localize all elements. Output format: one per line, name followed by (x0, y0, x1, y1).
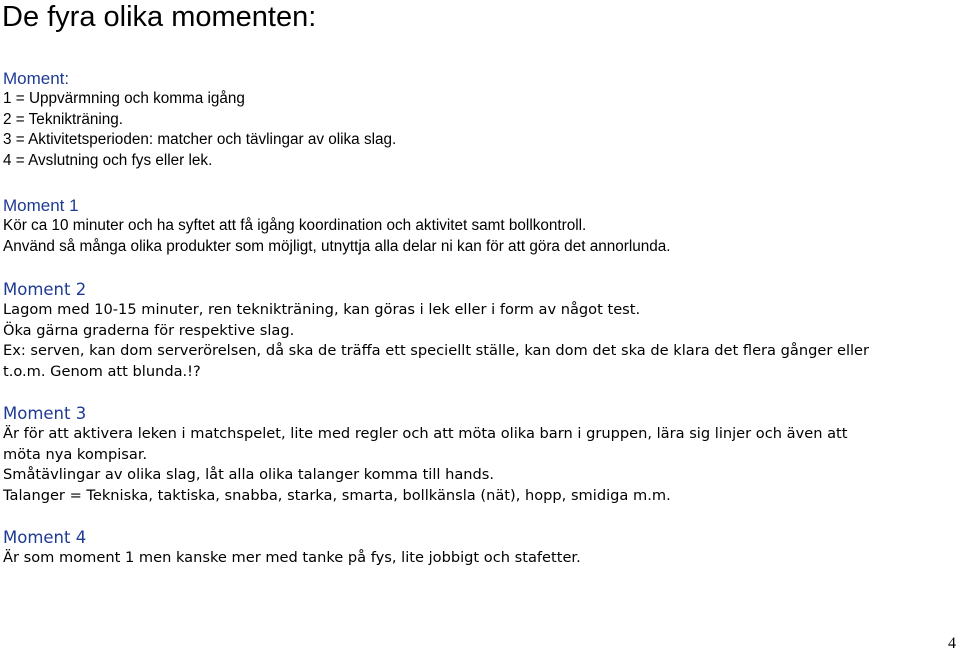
moment2-line-4: t.o.m. Genom att blunda.!? (3, 362, 201, 380)
intro-line-3: 3 = Aktivitetsperioden: matcher och tävlingar av olika slag. (3, 131, 397, 149)
moment2-line-1: Lagom med 10-15 minuter, ren teknikträning, kan göras i lek eller i form av något test. (3, 301, 641, 318)
moment4-line-1: Är som moment 1 men kanske mer med tanke på fys, lite jobbigt och stafetter. (3, 549, 581, 566)
intro-heading: Moment: (3, 69, 70, 88)
moment1-line-2: Använd så många olika produkter som möjligt, utnyttja alla delar ni kan för att göra det annorlunda. (3, 237, 671, 255)
intro-section (3, 68, 953, 171)
moment1-heading: Moment 1 (3, 196, 79, 215)
intro-line-2: 2 = Teknikträning. (3, 110, 124, 128)
page-number: 4 (948, 635, 956, 652)
moment3-line-3: Småtävlingar av olika slag, låt alla olika talanger komma till hands. (3, 466, 495, 484)
moment2-line-3: Ex: serven, kan dom serverörelsen, då ska de träffa ett speciellt ställe, kan dom det ska de klara det flera gånger eller (3, 342, 870, 360)
moment3-heading: Moment 3 (3, 404, 87, 423)
moment3-line-2: möta nya kompisar. (3, 445, 148, 463)
page-title: De fyra olika momenten: (2, 1, 317, 33)
intro-line-4: 4 = Avslutning och fys eller lek. (3, 151, 213, 169)
moment3-section (3, 403, 953, 506)
moment2-line-2: Öka gärna graderna för respektive slag. (3, 321, 295, 339)
moment4-section (3, 527, 953, 569)
moment1-line-1: Kör ca 10 minuter och ha syftet att få igång koordination och aktivitet samt bollkontroll. (3, 217, 587, 234)
moment3-line-1: Är för att aktivera leken i matchspelet, lite med regler och att möta olika barn i gruppen, lära sig linjer och även att (3, 425, 848, 442)
intro-line-1: 1 = Uppvärmning och komma igång (3, 90, 245, 107)
moment2-section (3, 279, 953, 382)
moment4-heading: Moment 4 (3, 528, 87, 547)
moment2-heading: Moment 2 (3, 280, 87, 299)
moment3-line-4: Talanger = Tekniska, taktiska, snabba, starka, smarta, bollkänsla (nät), hopp, smidiga m.m. (3, 486, 671, 504)
moment1-section (3, 195, 953, 257)
